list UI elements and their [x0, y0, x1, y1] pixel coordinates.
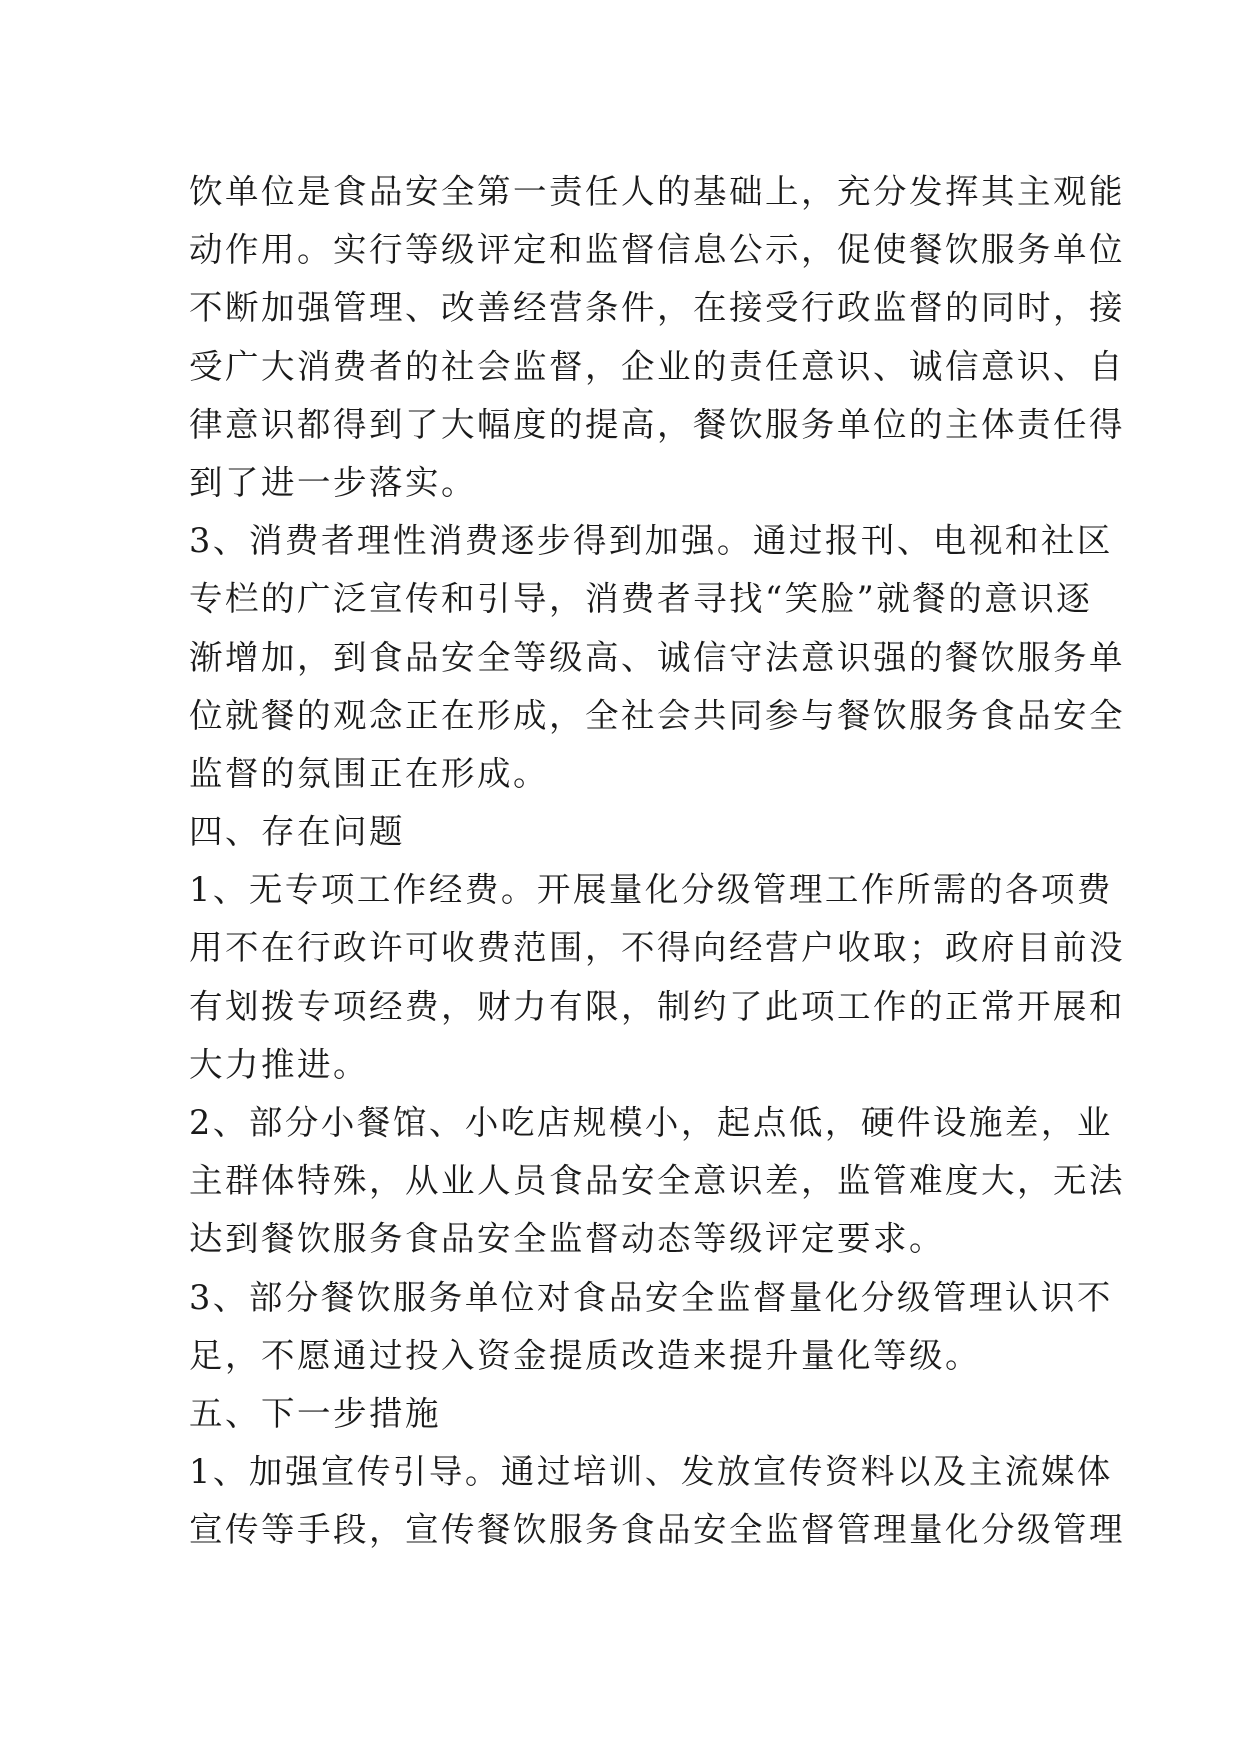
- text-line: 主群体特殊，从业人员食品安全意识差，监管难度大，无法: [189, 1161, 1125, 1201]
- text-line: 渐增加，到食品安全等级高、诚信守法意识强的餐饮服务单: [189, 637, 1125, 677]
- text-line: 受广大消费者的社会监督，企业的责任意识、诚信意识、自: [189, 346, 1125, 386]
- text-line: 监督的氛围正在形成。: [189, 753, 549, 793]
- body-text: [189, 163, 1125, 1560]
- text-line: 到了进一步落实。: [189, 462, 477, 502]
- text-line: 1、无专项工作经费。开展量化分级管理工作所需的各项费: [189, 870, 1113, 910]
- text-line: 达到餐饮服务食品安全监督动态等级评定要求。: [189, 1219, 945, 1259]
- text-line: 有划拨专项经费，财力有限，制约了此项工作的正常开展和: [189, 986, 1125, 1026]
- text-line: 宣传等手段，宣传餐饮服务食品安全监督管理量化分级管理: [189, 1510, 1125, 1550]
- text-line: 饮单位是食品安全第一责任人的基础上，充分发挥其主观能: [189, 172, 1125, 211]
- section-heading: 四、存在问题: [189, 812, 405, 852]
- text-line: 足，不愿通过投入资金提质改造来提升量化等级。: [189, 1335, 981, 1375]
- text-line: 位就餐的观念正在形成，全社会共同参与餐饮服务食品安全: [189, 695, 1125, 735]
- text-line: 不断加强管理、改善经营条件，在接受行政监督的同时，接: [189, 288, 1125, 328]
- text-line: 3、部分餐饮服务单位对食品安全监督量化分级管理认识不: [189, 1277, 1113, 1317]
- text-line: 3、消费者理性消费逐步得到加强。通过报刊、电视和社区: [189, 521, 1113, 561]
- text-line: 用不在行政许可收费范围，不得向经营户收取；政府目前没: [189, 928, 1125, 968]
- section-heading: 五、下一步措施: [189, 1393, 441, 1433]
- text-line: 1、加强宣传引导。通过培训、发放宣传资料以及主流媒体: [189, 1452, 1113, 1492]
- text-line: 2、部分小餐馆、小吃店规模小，起点低，硬件设施差，业: [189, 1103, 1113, 1142]
- text-line: 专栏的广泛宣传和引导，消费者寻找“笑脸”就餐的意识逐: [189, 579, 1093, 619]
- text-line: 动作用。实行等级评定和监督信息公示，促使餐饮服务单位: [189, 230, 1125, 270]
- text-line: 律意识都得到了大幅度的提高，餐饮服务单位的主体责任得: [189, 404, 1125, 444]
- text-line: 大力推进。: [189, 1044, 369, 1084]
